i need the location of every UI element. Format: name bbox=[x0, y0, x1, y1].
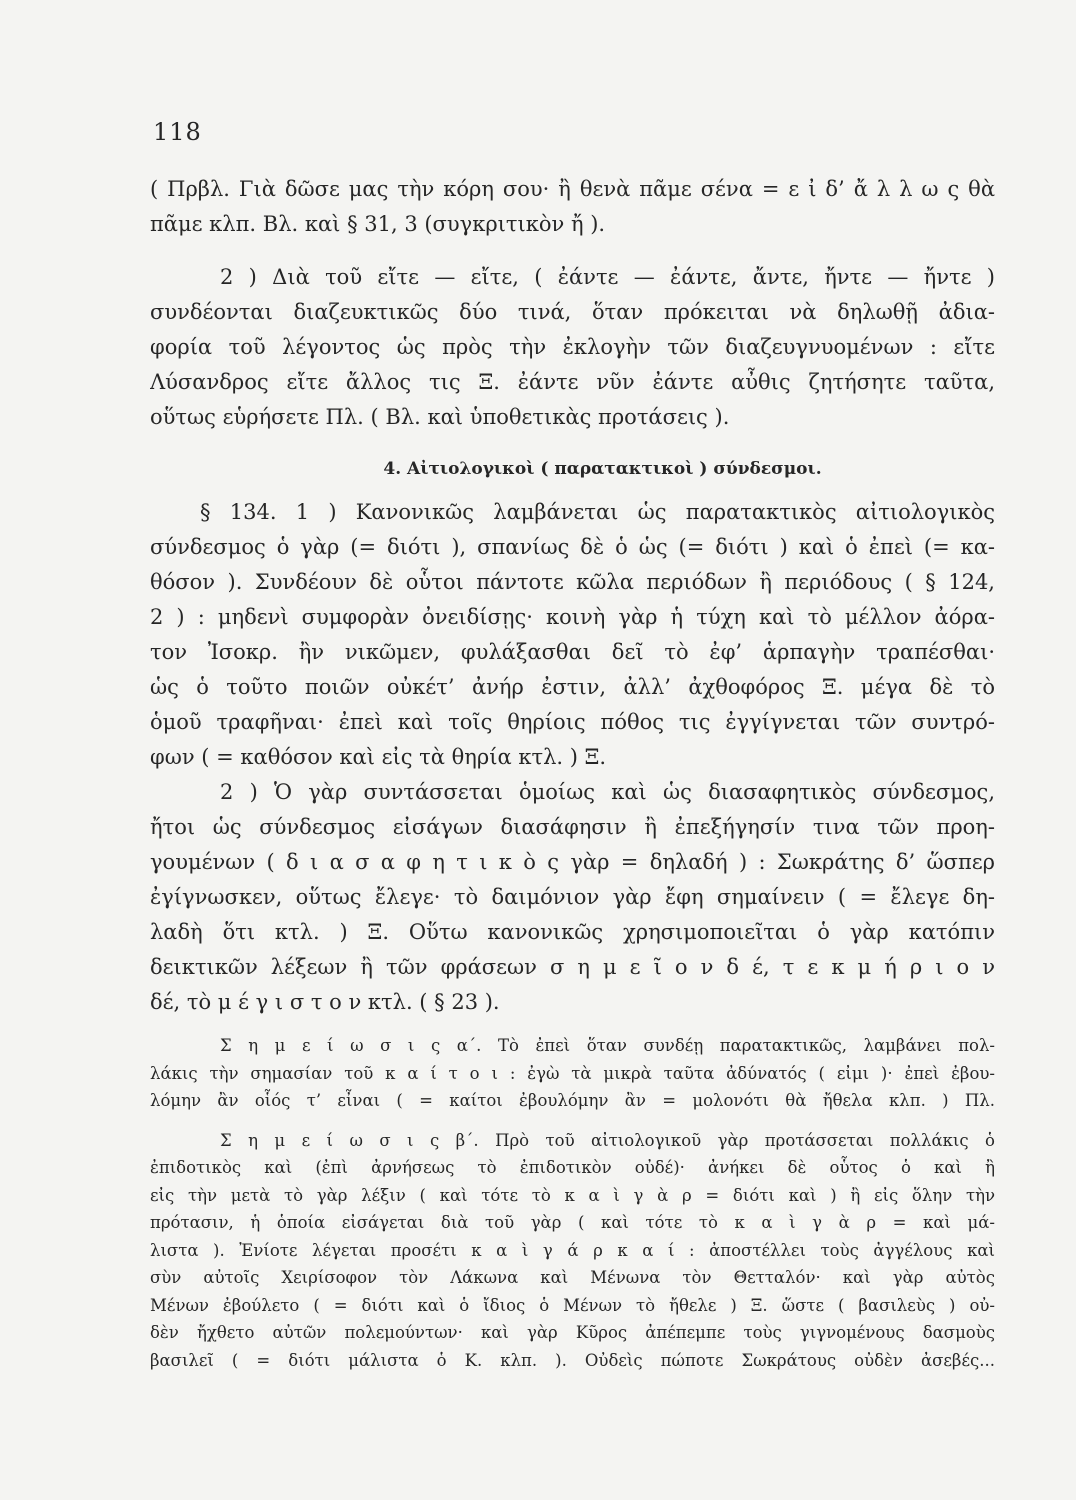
section-heading: 4. Αἰτιολογικοὶ ( παρατακτικοὶ ) σύνδεσμοι. bbox=[383, 459, 822, 479]
text-line: λαδὴ ὅτι κτλ. ) Ξ. Οὕτω κανονικῶς χρησιμοποιεῖται ὁ γὰρ κατόπιν bbox=[150, 920, 995, 944]
note-line: λιστα ). Ἐνίοτε λέγεται προσέτι κ α ὶ γ ά ρ κ α ί : ἀποστέλλει τοὺς ἀγγέλους καὶ bbox=[150, 1240, 995, 1260]
text-line: πᾶμε κλπ. Βλ. καὶ § 31, 3 (συγκριτικὸν ἤ ). bbox=[150, 212, 606, 236]
text-line: ἐγίγνωσκεν, οὕτως ἔλεγε· τὸ δαιμόνιον γὰρ ἔφη σημαίνειν ( = ἔλεγε δη- bbox=[150, 885, 995, 909]
text-line: 2 ) : μηδενὶ συμφορὰν ὀνειδίσῃς· κοινὴ γὰρ ἡ τύχη καὶ τὸ μέλλον ἀόρα- bbox=[150, 605, 995, 629]
note-line: Σ η μ ε ί ω σ ι ς β΄. Πρὸ τοῦ αἰτιολογικοῦ γὰρ προτάσσεται πολλάκις ὁ bbox=[220, 1130, 995, 1150]
note-line: εἰς τὴν μετὰ τὸ γὰρ λέξιν ( καὶ τότε τὸ κ α ὶ γ ὰ ρ = διότι καὶ ) ἢ εἰς ὅλην τὴν bbox=[150, 1185, 995, 1205]
note-line: πρότασιν, ἡ ὁποία εἰσάγεται διὰ τοῦ γὰρ ( καὶ τότε τὸ κ α ὶ γ ὰ ρ = καὶ μά- bbox=[150, 1213, 995, 1232]
body-text bbox=[150, 172, 995, 1374]
note-line: Μένων ἐβούλετο ( = διότι καὶ ὁ ἴδιος ὁ Μένων τὸ ἤθελε ) Ξ. ὥστε ( βασιλεὺς ) οὐ- bbox=[150, 1295, 995, 1315]
text-line: Λύσανδρος εἴτε ἄλλος τις Ξ. ἐάντε νῦν ἐάντε αὖθις ζητήσητε ταῦτα, bbox=[150, 370, 995, 394]
text-line: συνδέονται διαζευκτικῶς δύο τινά, ὅταν πρόκειται νὰ δηλωθῇ ἀδια- bbox=[150, 300, 995, 324]
text-line: οὕτως εὑρήσετε Πλ. ( Βλ. καὶ ὑποθετικὰς προτάσεις ). bbox=[150, 405, 730, 429]
text-line: γουμένων ( δ ι α σ α φ η τ ι κ ὸ ς γὰρ = δηλαδή ) : Σωκράτης δ’ ὥσπερ bbox=[150, 850, 995, 874]
note-line: σὺν αὐτοῖς Χειρίσοφον τὸν Λάκωνα καὶ Μένωνα τὸν Θετταλόν· καὶ γὰρ αὐτὸς bbox=[150, 1268, 995, 1287]
text-line: § 134. 1 ) Κανονικῶς λαμβάνεται ὡς παρατακτικὸς αἰτιολογικὸς bbox=[200, 500, 995, 524]
text-line: δεικτικῶν λέξεων ἢ τῶν φράσεων σ η μ ε ῖ ο ν δ έ, τ ε κ μ ή ρ ι ο ν bbox=[150, 955, 995, 979]
text-line: φων ( = καθόσον καὶ εἰς τὰ θηρία κτλ. ) Ξ. bbox=[150, 745, 607, 769]
text-line: τον Ἰσοκρ. ἢν νικῶμεν, φυλάξασθαι δεῖ τὸ ἐφ’ ἁρπαγὴν τραπέσθαι· bbox=[150, 640, 995, 664]
text-line: σύνδεσμος ὁ γὰρ (= διότι ), σπανίως δὲ ὁ ὡς (= διότι ) καὶ ὁ ἐπεὶ (= κα- bbox=[150, 535, 995, 559]
note-line: δὲν ἤχθετο αὐτῶν πολεμούντων· καὶ γὰρ Κῦρος ἀπέπεμπε τοὺς γιγνομένους δασμοὺς bbox=[150, 1323, 995, 1342]
text-line: ἤτοι ὡς σύνδεσμος εἰσάγων διασάφησιν ἢ ἐπεξήγησίν τινα τῶν προη- bbox=[150, 815, 995, 839]
note-line: λόμην ἂν οἷός τ’ εἶναι ( = καίτοι ἐβουλόμην ἂν = μολονότι θὰ ἤθελα κλπ. ) Πλ. bbox=[150, 1091, 995, 1110]
note-line: λάκις τὴν σημασίαν τοῦ κ α ί τ ο ι : ἐγὼ τὰ μικρὰ ταῦτα ἀδύνατός ( εἰμι )· ἐπεὶ ἐβου- bbox=[150, 1063, 995, 1083]
text-line: 2 ) Διὰ τοῦ εἴτε — εἴτε, ( ἐάντε — ἐάντε, ἄντε, ἤντε — ἤντε ) bbox=[220, 265, 995, 289]
text-line: ὡς ὁ τοῦτο ποιῶν οὐκέτ’ ἀνήρ ἐστιν, ἀλλ’ ἀχθοφόρος Ξ. μέγα δὲ τὸ bbox=[150, 675, 995, 699]
text-line: 2 ) Ὁ γὰρ συντάσσεται ὁμοίως καὶ ὡς διασαφητικὸς σύνδεσμος, bbox=[220, 780, 995, 804]
text-line: δέ, τὸ μ έ γ ι σ τ ο ν κτλ. ( § 23 ). bbox=[150, 990, 500, 1014]
page-number: 118 bbox=[153, 118, 202, 146]
text-line: ( Πρβλ. Γιὰ δῶσε μας τὴν κόρη σου· ἢ θενὰ πᾶμε σένα = ε ἰ δ’ ἄ λ λ ω ς θὰ bbox=[150, 177, 995, 201]
note-line: Σ η μ ε ί ω σ ι ς α΄. Τὸ ἐπεὶ ὅταν συνδέῃ παρατακτικῶς, λαμβάνει πολ- bbox=[220, 1036, 995, 1055]
note-line: βασιλεῖ ( = διότι μάλιστα ὁ Κ. κλπ. ). Οὐδεὶς πώποτε Σωκράτους οὐδὲν ἀσεβές... bbox=[150, 1350, 995, 1370]
note-line: ἐπιδοτικὸς καὶ (ἐπὶ ἀρνήσεως τὸ ἐπιδοτικὸν οὐδέ)· ἀνήκει δὲ οὗτος ὁ καὶ ἢ bbox=[150, 1158, 995, 1177]
text-line: φορία τοῦ λέγοντος ὡς πρὸς τὴν ἐκλογὴν τῶν διαζευγνυομένων : εἴτε bbox=[150, 335, 995, 359]
text-line: ὁμοῦ τραφῆναι· ἐπεὶ καὶ τοῖς θηρίοις πόθος τις ἐγγίγνεται τῶν συντρό- bbox=[150, 710, 995, 734]
text-line: θόσον ). Συνδέουν δὲ οὗτοι πάντοτε κῶλα περιόδων ἢ περιόδους ( § 124, bbox=[150, 570, 995, 594]
